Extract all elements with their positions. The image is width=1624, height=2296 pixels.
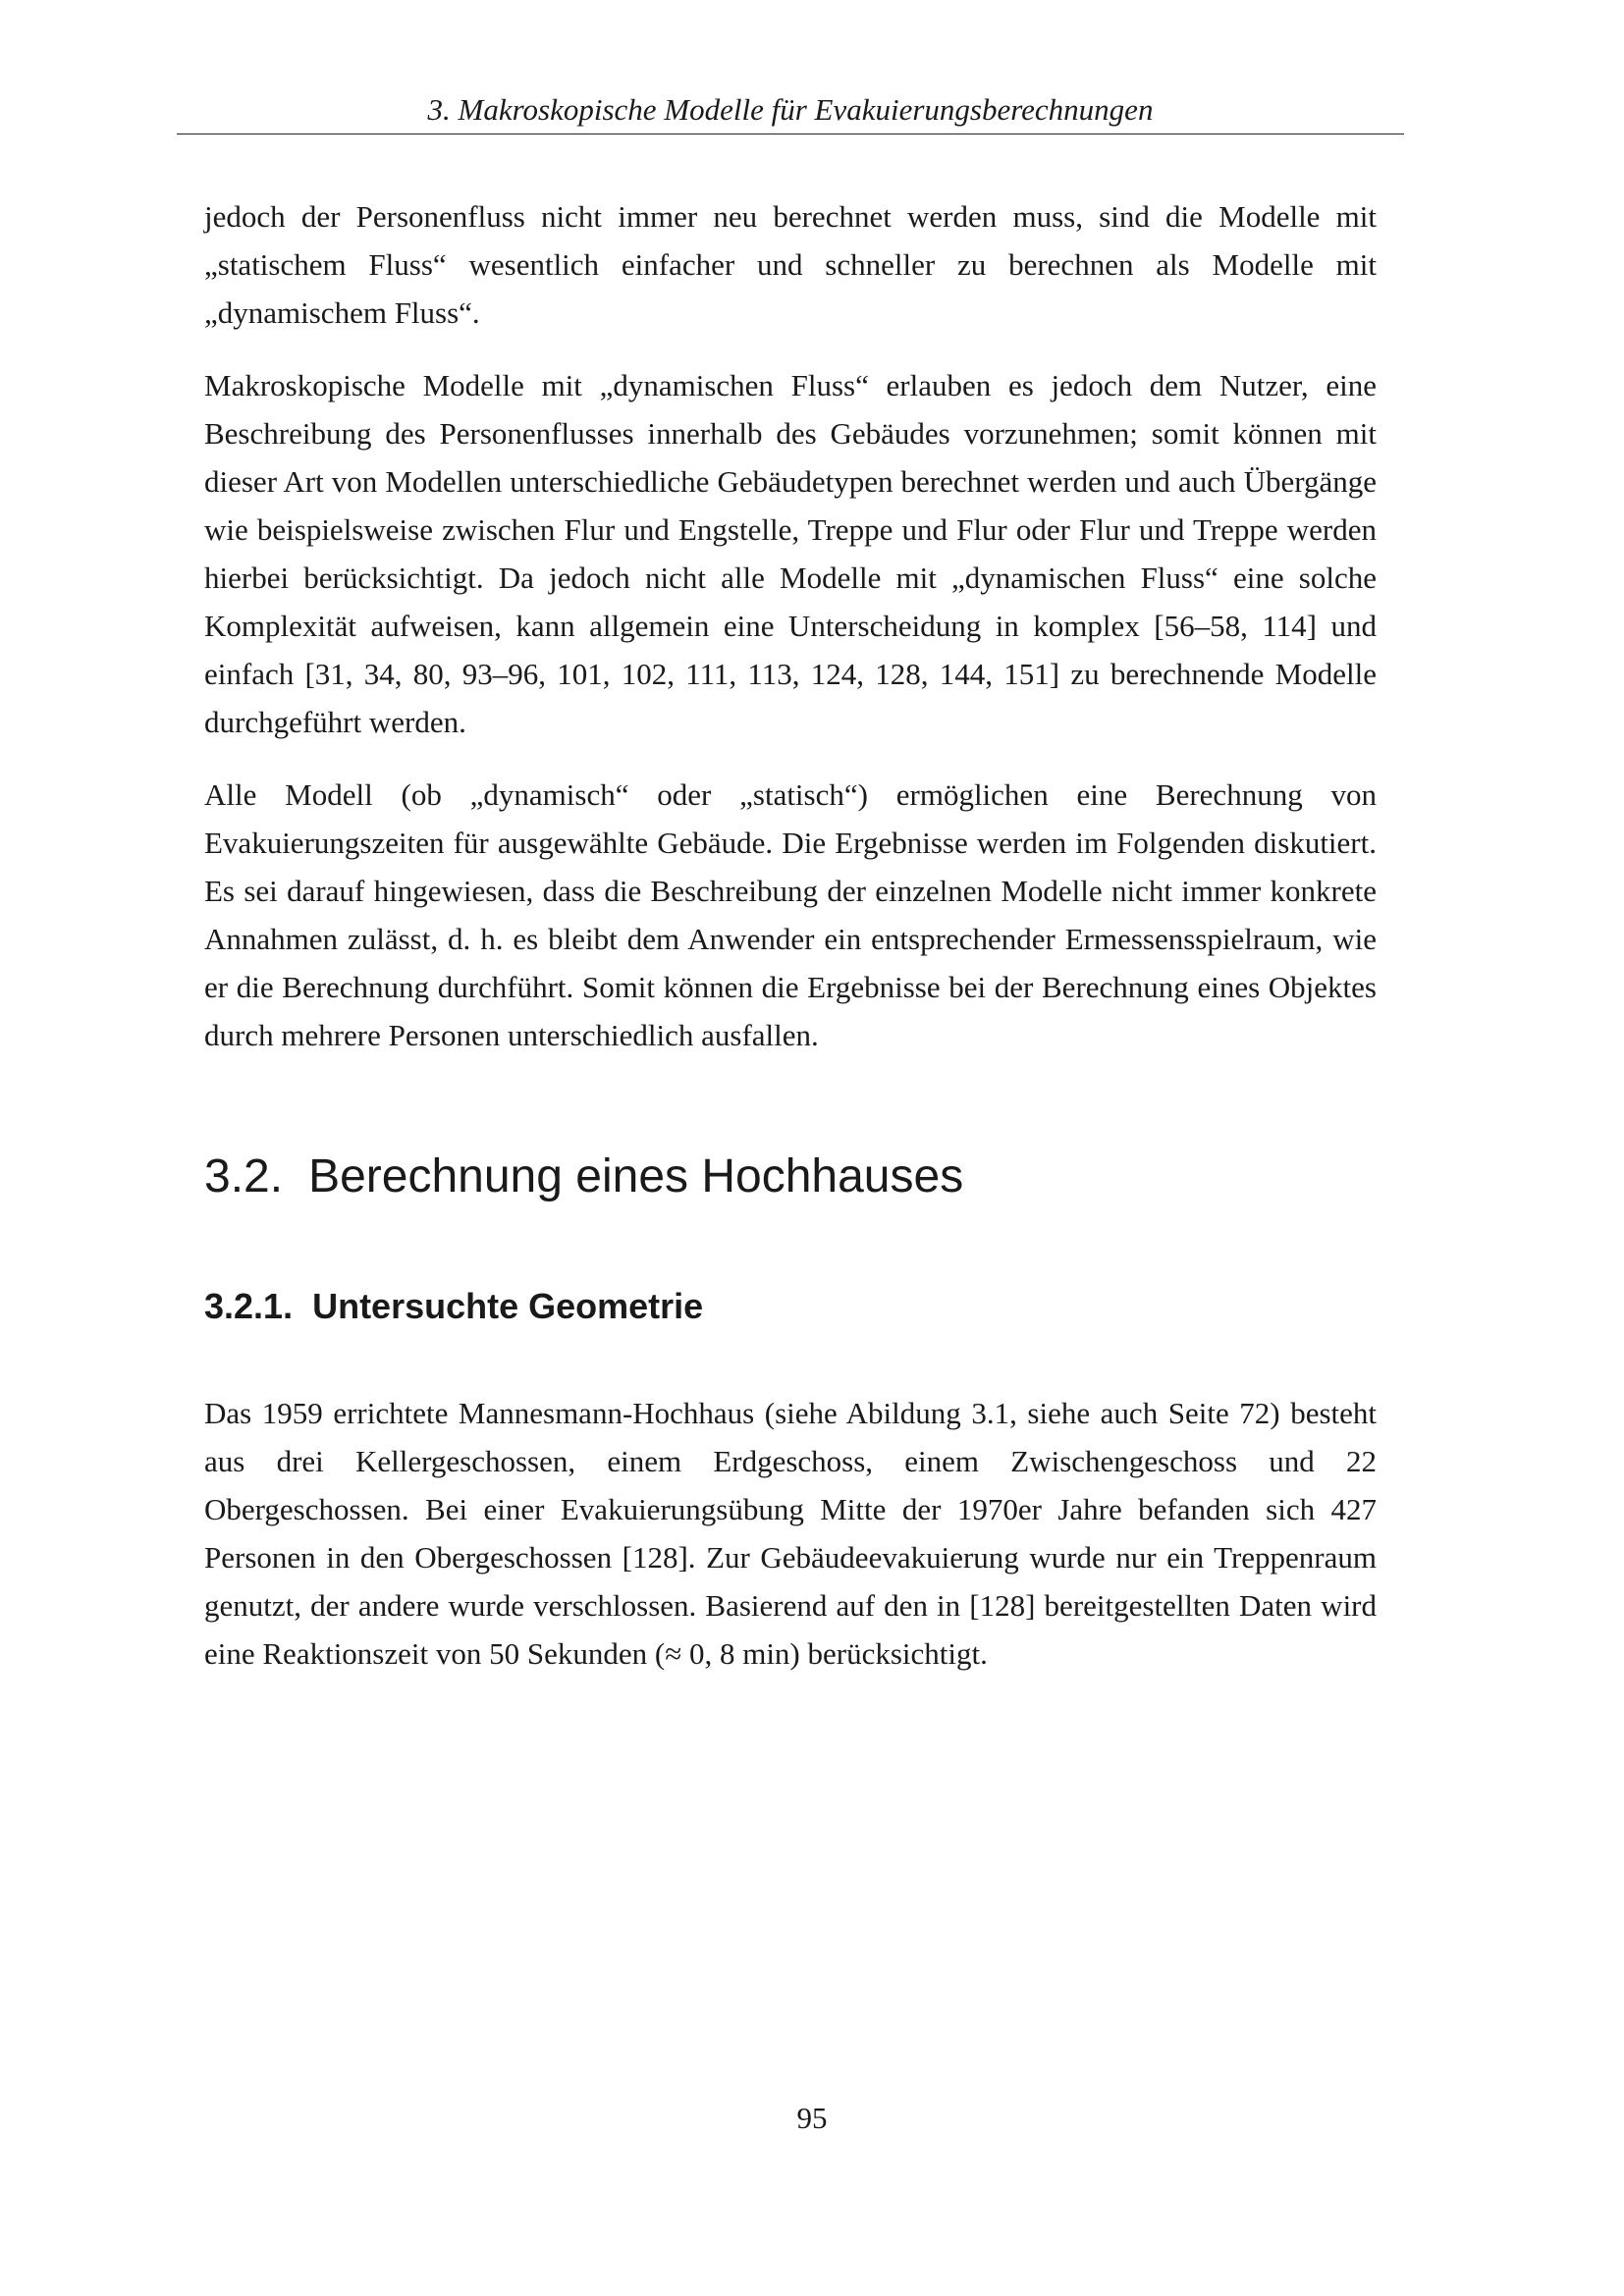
subsection-number: 3.2.1. — [204, 1286, 294, 1326]
section-heading — [204, 1148, 1377, 1206]
page-body — [204, 192, 1377, 1702]
paragraph-geometry: Das 1959 errichtete Mannesmann-Hochhaus (siehe Abildung 3.1, siehe auch Seite 72) besteht aus drei Kellergeschossen, einem Erdgeschoss, einem Zwischengeschoss und 22 Obergeschossen. Bei einer Evakuierungsübung Mitte der 1970er Jahre befanden sich 427 Personen in den Obergeschossen [128]. Zur Gebäudeevakuierung wurde nur ein Treppenraum genutzt, der andere wurde verschlossen. Basierend auf den in [128] bereitgestellten Daten wird eine Reaktionszeit von 50 Sekunden (≈ 0, 8 min) berücksichtigt. — [204, 1396, 1377, 1671]
subsection-title: Untersuchte Geometrie — [312, 1286, 704, 1326]
header-rule — [177, 133, 1404, 134]
paragraph-model-comparison: Alle Modell (ob „dynamisch“ oder „statisch“) ermöglichen eine Berechnung von Evakuierungszeiten für ausgewählte Gebäude. Die Ergebnisse werden im Folgenden diskutiert. Es sei darauf hingewiesen, dass die Beschreibung der einzelnen Modelle nicht immer konkrete Annahmen zulässt, d. h. es bleibt dem Anwender ein entsprechender Ermessensspielraum, wie er die Berechnung durchführt. Somit können die Ergebnisse bei der Berechnung eines Objektes durch mehrere Personen unterschiedlich ausfallen. — [204, 777, 1377, 1052]
section-title: Berechnung eines Hochhauses — [308, 1150, 964, 1202]
page-number: 95 — [796, 2101, 828, 2135]
section-number: 3.2. — [204, 1150, 284, 1202]
running-header: 3. Makroskopische Modelle für Evakuierungsberechnungen — [427, 92, 1154, 127]
paragraph-continuation: jedoch der Personenfluss nicht immer neu berechnet werden muss, sind die Modelle mit „statischem Fluss“ wesentlich einfacher und schneller zu berechnen als Modelle mit „dynamischem Fluss“. — [204, 199, 1377, 330]
paragraph-dynamic-flow: Makroskopische Modelle mit „dynamischen Fluss“ erlauben es jedoch dem Nutzer, eine Beschreibung des Personenflusses innerhalb des Gebäudes vorzunehmen; somit können mit dieser Art von Modellen unterschiedliche Gebäudetypen berechnet werden und auch Übergänge wie beispielsweise zwischen Flur und Engstelle, Treppe und Flur oder Flur und Treppe werden hierbei berücksichtigt. Da jedoch nicht alle Modelle mit „dynamischen Fluss“ eine solche Komplexität aufweisen, kann allgemein eine Unterscheidung in komplex [56–58, 114] und einfach [31, 34, 80, 93–96, 101, 102, 111, 113, 124, 128, 144, 151] zu berechnende Modelle durchgeführt werden. — [204, 368, 1377, 739]
subsection-heading — [204, 1283, 1377, 1330]
